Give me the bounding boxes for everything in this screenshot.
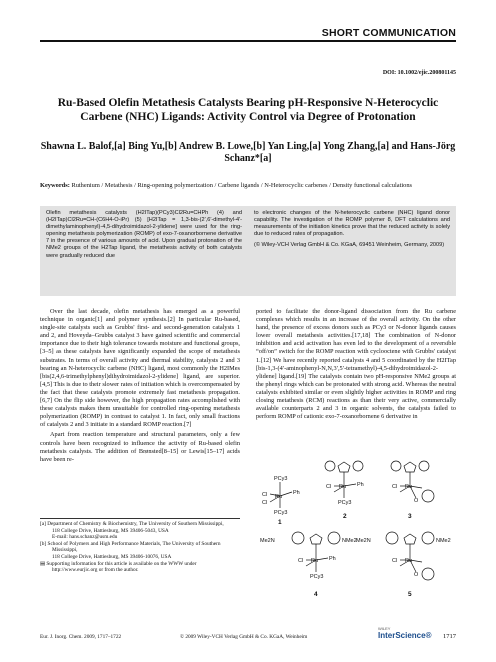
affiliation-b-address: 118 College Drive, Hattiesburg, MS 39406-10076, USA <box>52 553 172 560</box>
struct-atom-cl: Cl <box>298 558 304 564</box>
struct-atom-pcy3: PCy3 <box>338 500 352 506</box>
struct-atom-o: O <box>414 498 419 504</box>
struct-atom-cl: Cl <box>326 484 332 490</box>
affiliation-a-address: 118 College Drive, Hattiesburg, MS 39406-5043, USA <box>52 527 169 534</box>
struct-atom-o: O <box>414 572 419 578</box>
struct-atom-cl: Cl <box>262 492 268 498</box>
body-column-right <box>256 308 456 454</box>
body-paragraph: Apart from reaction temperature and structural parameters, only a few controls have been recognized to influence the activity of Ru-based olefin metathesis catalysts. The addition of Brønsted[8–15] or Lewis[15–17] acids have been re- <box>40 431 240 463</box>
interscience-logo: WILEY InterScience® <box>378 626 432 640</box>
supporting-info: ▤ Supporting information for this article is available on the WWW under http://www.eurjic.org or from the author. <box>40 560 197 574</box>
affiliation-b: [b] School of Polymers and High Performance Materials, The University of Southern Mississippi, <box>40 540 221 554</box>
struct-atom-ru: Ru <box>275 494 283 500</box>
article-title: Ru-Based Olefin Metathesis Catalysts Bearing pH-Responsive N-Heterocyclic Carbene (NHC) Ligands: Activity Control via Degree of Protonation <box>57 97 439 123</box>
struct-label-4: 4 <box>314 591 318 598</box>
struct-label-3: 3 <box>408 513 412 520</box>
struct-group-nme2: NMe2 <box>436 538 451 544</box>
struct-atom-pcy3: PCy3 <box>310 574 324 580</box>
keywords-text: Ruthenium / Metathesis / Ring-opening polymerization / Carbene ligands / N-Heterocyclic carbenes / Density functional calculations <box>71 182 413 189</box>
abstract-left: Olefin metathesis catalysts (H2ITap)(PCy3)Cl2Ru=CHPh (4) and (H2ITap)Cl2Ru=CH-(C6H4-O-iPr) (5) [H2ITap = 1,3-bis-(2′,6′-dimethyl-4′-dimethylaminophenyl)-4,5-dihydroimidazol-2-ylidene] were used for the ring-opening metathesis polymerization (ROMP) of exo-7-oxanorbornene derivative 7 in the presence of various amounts of acid. Upon gradual protonation of the NMe2 groups of the H2Tap ligand, the metathesis activity of both catalysts were gradually reduced due <box>46 210 242 259</box>
document-icon: ▤ <box>40 560 46 567</box>
chemical-structures-figure <box>258 456 456 608</box>
journal-citation: Eur. J. Inorg. Chem. 2009, 1717–1722 <box>40 634 122 640</box>
struct-atom-pcy3: PCy3 <box>274 476 288 482</box>
struct-label-1: 1 <box>278 519 282 526</box>
footer-copyright: © 2009 Wiley-VCH Verlag GmbH & Co. KGaA, Weinheim <box>180 634 308 640</box>
abstract-copyright: (© Wiley-VCH Verlag GmbH & Co. KGaA, 69451 Weinheim, Germany, 2009) <box>254 242 445 249</box>
body-column-left <box>40 308 240 514</box>
header-rule <box>40 40 456 42</box>
struct-atom-ph: Ph <box>293 490 300 496</box>
page-number: 1717 <box>443 633 456 640</box>
body-paragraph: Over the last decade, olefin metathesis has emerged as a powerful technique in organic[1] and polymer synthesis.[2] In particular Ru-based, single-site catalysts such as Grubbs' first- and second-generation catalysts 1 and 2, and Hoveyda–Grubbs catalyst 3 have gained scientific and commercial importance due to their high tolerance towards moisture and functional groups,[3–5] as these catalysts have significantly expanded the scope of metathesis substrates. In terms of overall activity and thermal stability, catalysts 2 and 3 bearing an N-heterocyclic carbene (NHC) ligand, most commonly the H2IMes [bis(2,4,6-trimethylphenyl)dihydroimidazol-2-ylidene] ligand, are superior.[4,5] This is due to their slower rates of initiation which is overcompensated by the fact that these catalysts promote extremely fast metathesis propagation.[6,7] On the flip side however, the high propagation rates accomplished with these catalysts makes them unsuitable for controlled ring-opening metathesis polymerization (ROMP) in contrast to catalyst 1. In fact, only small fractions of catalysts 2 and 3 initiate in a standard ROMP reaction.[7] <box>40 308 240 429</box>
author-list: Shawna L. Balof,[a] Bing Yu,[b] Andrew B. Lowe,[b] Yan Ling,[a] Yong Zhang,[a] and Hans-Jörg Schanz*[a] <box>40 141 456 164</box>
keywords <box>40 182 456 190</box>
struct-group-me2n: Me2N <box>356 538 371 544</box>
struct-group-nme2: NMe2 <box>342 538 357 544</box>
struct-group-me2n: Me2N <box>260 538 275 544</box>
doi: DOI: 10.1002/ejic.200801145 <box>382 70 456 76</box>
footnote-rule <box>40 518 240 519</box>
abstract-right-text: to electronic changes of the N-heterocyclic carbene (NHC) ligand donor capability. The investigation of the ROMP polymer 8, DFT calculations and measurements of the initiation kinetics prove that the reduced activity is solely due to reduced rates of propagation. <box>254 210 450 238</box>
struct-atom-ru: Ru <box>311 558 319 564</box>
affiliation-a: [a] Department of Chemistry & Biochemistry, The University of Southern Mississippi, <box>40 521 224 527</box>
section-header: SHORT COMMUNICATION <box>321 27 456 39</box>
struct-atom-ru: Ru <box>405 484 413 490</box>
abstract-box <box>40 206 456 296</box>
keywords-label: Keywords: <box>40 182 70 189</box>
struct-atom-ru: Ru <box>405 558 413 564</box>
struct-atom-cl: Cl <box>392 558 398 564</box>
struct-atom-ph: Ph <box>357 482 364 488</box>
abstract-right <box>254 210 450 292</box>
struct-label-5: 5 <box>408 591 412 598</box>
struct-label-2: 2 <box>343 513 347 520</box>
affiliation-a-email: E-mail: hans.schanz@usm.edu <box>52 534 118 541</box>
struct-atom-cl: Cl <box>262 500 268 506</box>
struct-atom-ru: Ru <box>339 484 347 490</box>
struct-atom-ph: Ph <box>329 556 336 562</box>
footnotes <box>40 521 240 574</box>
struct-atom-pcy3: PCy3 <box>274 510 288 516</box>
struct-atom-cl: Cl <box>392 484 398 490</box>
body-paragraph: ported to facilitate the donor-ligand dissociation from the Ru carbene complexes which results in an increase of the overall activity. On the other hand, the presence of excess donors such as PCy3 or N-donor ligands causes lower overall metathesis activities.[17,18] The combination of N-donor inhibition and acid activation has even led to the development of a reversible “off/on” switch for the ROMP reaction with cyclooctene with Grubbs' catalyst 1.[12] We have recently reported catalysts 4 and 5 coordinated by the H2ITap [bis-1,3-(4′-aminophenyl-N,N,3′,5′-tetramethyl)-4,5-dihydroimidazol-2-ylidene] ligand.[19] The catalysts contain two pH-responsive NMe2 groups at the phenyl rings which can be protonated with strong acid. Whereas the neutral catalysts exhibited similar or even slightly higher activities in ROMP and ring closing metathesis (RCM) reactions as than their very active, commercially available counterparts 2 and 3 in organic solvents, the catalysts failed to perform ROMP of cationic exo-7-oxanorbornene 6 derivative in <box>256 308 456 421</box>
